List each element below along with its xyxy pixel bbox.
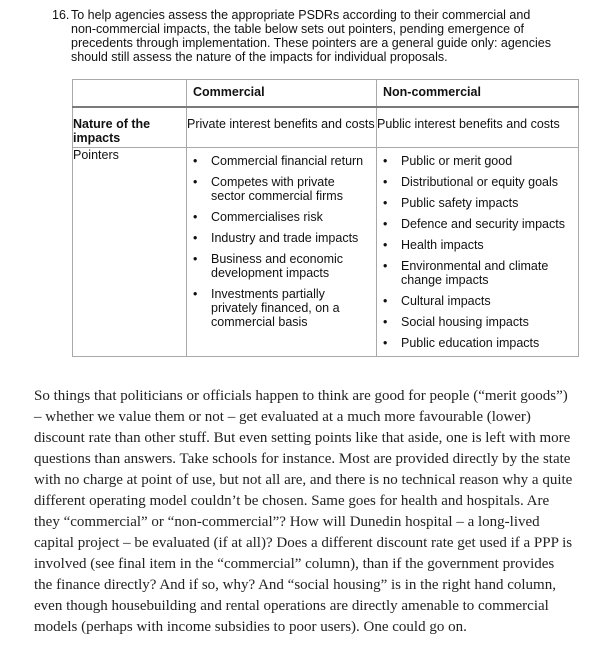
- list-item: • Environmental and climate change impacts: [383, 259, 549, 287]
- commentary-paragraph: So things that politicians or officials happen to think are good for people (“merit goods”) – whether we value them or not – get evaluated at a much more favourable (lower) discount rate than other stuff. But even setting points like that aside, one is left with more questions than answers. Take schools for instance. Most are provided directly by the state with no charge at point of use, but not all are, and there is no technical reason why a quite different operating model couldn’t be chosen. Same goes for health and hospitals. Are they “commercial” or “non-commercial”? How will Dunedin hospital – a long-lived capital project – be evaluated (if at all)? Does a different discount rate get used if a PPP is involved (see final item in the “commercial” column), than if the government provides the finance directly? And if so, why? And “social housing” is in the right hand column, even though housebuilding and rental operations are directly amenable to commercial models (perhaps with income subsidies to poor users). One could go on.: [34, 388, 573, 635]
- list-item: • Industry and trade impacts: [193, 231, 359, 245]
- nature-commercial: Private interest benefits and costs: [187, 107, 377, 148]
- row-label-nature: Nature of the impacts: [73, 107, 187, 148]
- psdr-pointers-table: [72, 79, 579, 357]
- header-empty: [73, 80, 187, 108]
- bullet-icon: •: [193, 175, 198, 189]
- list-item: • Commercial financial return: [193, 154, 364, 168]
- pointers-non-commercial-cell: [377, 148, 579, 357]
- list-item: • Public or merit good: [383, 154, 513, 168]
- list-item: • Health impacts: [383, 238, 484, 252]
- bullet-icon: •: [383, 238, 388, 252]
- bullet-icon: •: [193, 210, 198, 224]
- table-row-pointers: [73, 148, 579, 357]
- bullet-icon: •: [193, 154, 198, 168]
- blog-commentary: [34, 386, 574, 638]
- list-item: • Public safety impacts: [383, 196, 519, 210]
- non-commercial-pointer-list: [377, 148, 578, 356]
- nature-non-commercial: Public interest benefits and costs: [377, 107, 579, 148]
- table-header-row: [73, 80, 579, 108]
- bullet-icon: •: [383, 315, 388, 329]
- list-item: • Defence and security impacts: [383, 217, 565, 231]
- table-row-nature: [73, 107, 579, 148]
- paragraph-number: 16.: [52, 8, 70, 22]
- bullet-icon: •: [193, 287, 198, 301]
- bullet-icon: •: [383, 154, 388, 168]
- document-excerpt: [52, 8, 552, 74]
- bullet-icon: •: [383, 196, 388, 210]
- paragraph-16: [52, 8, 552, 64]
- bullet-icon: •: [383, 259, 388, 273]
- list-item: • Commercialises risk: [193, 210, 323, 224]
- header-non-commercial: Non-commercial: [377, 80, 579, 108]
- bullet-icon: •: [193, 252, 198, 266]
- list-item: • Investments partially privately financed, on a commercial basis: [193, 287, 340, 329]
- header-commercial: Commercial: [187, 80, 377, 108]
- bullet-icon: •: [193, 231, 198, 245]
- commercial-pointer-list: [187, 148, 376, 335]
- list-item: • Competes with private sector commercial firms: [193, 175, 343, 203]
- list-item: • Social housing impacts: [383, 315, 529, 329]
- bullet-icon: •: [383, 336, 388, 350]
- list-item: • Cultural impacts: [383, 294, 491, 308]
- bullet-icon: •: [383, 175, 388, 189]
- bullet-icon: •: [383, 294, 388, 308]
- pointers-commercial-cell: [187, 148, 377, 357]
- list-item: • Distributional or equity goals: [383, 175, 559, 189]
- bullet-icon: •: [383, 217, 388, 231]
- list-item: • Business and economic development impacts: [193, 252, 344, 280]
- paragraph-text: To help agencies assess the appropriate PSDRs according to their commercial and non-commercial impacts, the table below sets out pointers, pending emergence of precedents through implementation. These pointers are a general guide only: agencies should still assess the nature of the impacts for individual proposals.: [71, 8, 551, 64]
- list-item: • Public education impacts: [383, 336, 540, 350]
- row-label-pointers: Pointers: [73, 148, 187, 357]
